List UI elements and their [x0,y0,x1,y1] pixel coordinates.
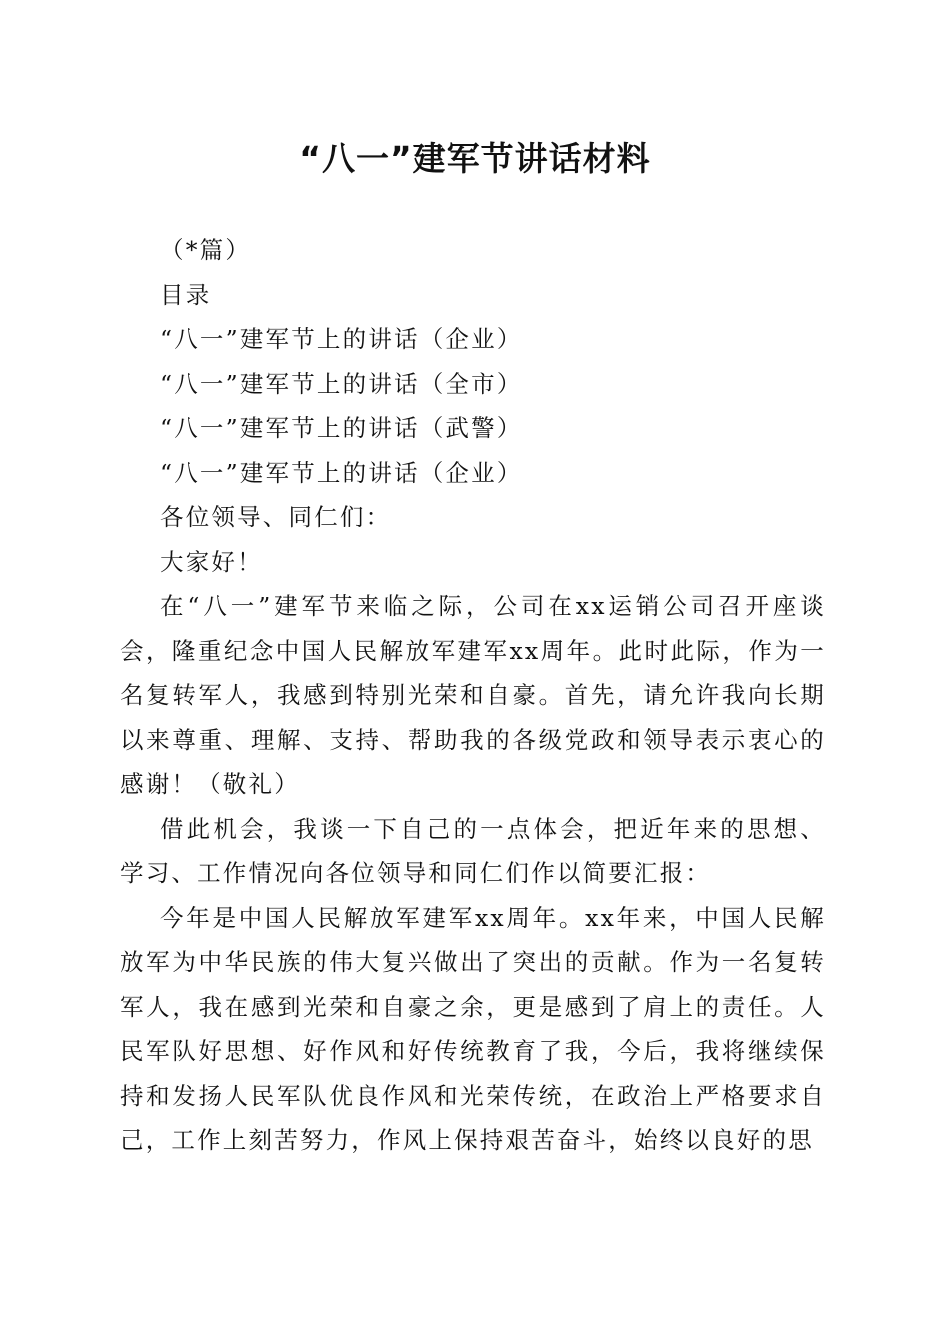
body-paragraph: 在“八一”建军节来临之际，公司在xx运销公司召开座谈会，隆重纪念中国人民解放军建军xx周年。此时此际，作为一名复转军人，我感到特别光荣和自豪。首先，请允许我向长期以来尊重、理解、支持、帮助我的各级党政和领导表示衷心的感谢！（敬礼） [120,592,826,798]
section-count-note: （*篇） [160,236,252,264]
toc-item: “八一”建军节上的讲话（企业） [160,458,523,487]
toc-item: “八一”建军节上的讲话（企业） [160,325,523,353]
salutation: 各位领导、同仁们： [160,503,392,531]
toc-heading: 目录 [160,280,212,309]
toc-item: “八一”建军节上的讲话（武警） [160,414,523,442]
toc-item: “八一”建军节上的讲话（全市） [160,369,523,398]
document-body [120,228,826,1163]
document-title: “八一”建军节讲话材料 [299,139,651,178]
body-paragraph: 今年是中国人民解放军建军xx周年。xx年来，中国人民解放军为中华民族的伟大复兴做出了突出的贡献。作为一名复转军人，我在感到光荣和自豪之余，更是感到了肩上的责任。人民军队好思想、好作风和好传统教育了我，今后，我将继续保持和发扬人民军队优良作风和光荣传统，在政治上严格要求自己，工作上刻苦努力，作风上保持艰苦奋斗，始终以良好的思 [120,903,826,1154]
body-paragraph: 借此机会，我谈一下自己的一点体会，把近年来的思想、学习、工作情况向各位领导和同仁们作以简要汇报： [120,814,826,887]
greeting: 大家好！ [160,547,263,576]
